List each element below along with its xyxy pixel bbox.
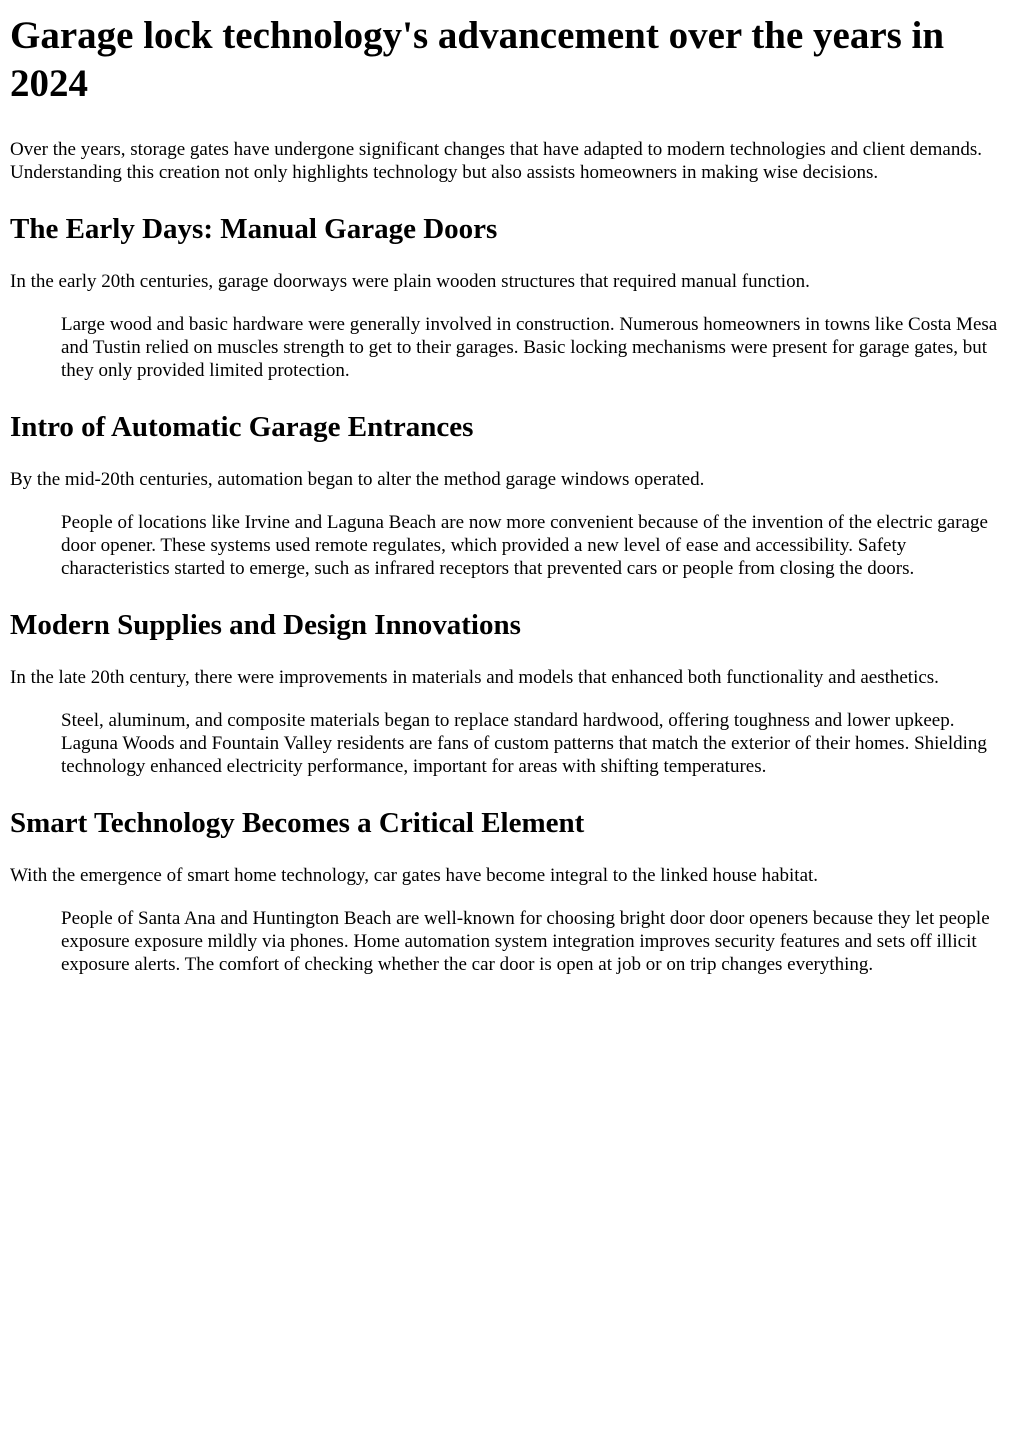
section-modern-supplies xyxy=(10,608,1014,778)
section-heading: Smart Technology Becomes a Critical Element xyxy=(10,807,585,839)
page-title: Garage lock technology's advancement over the years in 2024 xyxy=(10,14,945,105)
intro-paragraph: Over the years, storage gates have undergone significant changes that have adapted to modern technologies and client demands. Understanding this creation not only highlights technology but also assists homeowners in making wise decisions. xyxy=(10,139,983,183)
section-quote: People of locations like Irvine and Laguna Beach are now more convenient because of the invention of the electric garage door opener. These systems used remote regulates, which provided a new level of ease and accessibility. Safety characteristics started to emerge, such as infrared receptors that prevented cars or people from closing the doors. xyxy=(61,512,988,579)
section-lead: By the mid-20th centuries, automation began to alter the method garage windows operated. xyxy=(10,469,705,490)
section-smart-technology xyxy=(10,806,1014,976)
section-heading: Intro of Automatic Garage Entrances xyxy=(10,411,474,443)
section-lead: With the emergence of smart home technology, car gates have become integral to the linked house habitat. xyxy=(10,865,819,886)
section-manual-doors xyxy=(10,212,1014,382)
section-automatic-entrances xyxy=(10,410,1014,580)
section-heading: The Early Days: Manual Garage Doors xyxy=(10,213,498,245)
section-heading: Modern Supplies and Design Innovations xyxy=(10,609,521,641)
section-lead: In the late 20th century, there were improvements in materials and models that enhanced both functionality and aesthetics. xyxy=(10,667,939,688)
section-quote: Steel, aluminum, and composite materials began to replace standard hardwood, offering toughness and lower upkeep. Laguna Woods and Fountain Valley residents are fans of custom patterns that match the exterior of their homes. Shielding technology enhanced electricity performance, important for areas with shifting temperatures. xyxy=(61,710,987,777)
section-quote: Large wood and basic hardware were generally involved in construction. Numerous homeowners in towns like Costa Mesa and Tustin relied on muscles strength to get to their garages. Basic locking mechanisms were present for garage gates, but they only provided limited protection. xyxy=(61,314,998,381)
section-lead: In the early 20th centuries, garage doorways were plain wooden structures that required manual function. xyxy=(10,271,810,292)
section-quote: People of Santa Ana and Huntington Beach are well-known for choosing bright door door openers because they let people exposure exposure mildly via phones. Home automation system integration improves security features and sets off illicit exposure alerts. The comfort of checking whether the car door is open at job or on trip changes everything. xyxy=(61,908,990,975)
